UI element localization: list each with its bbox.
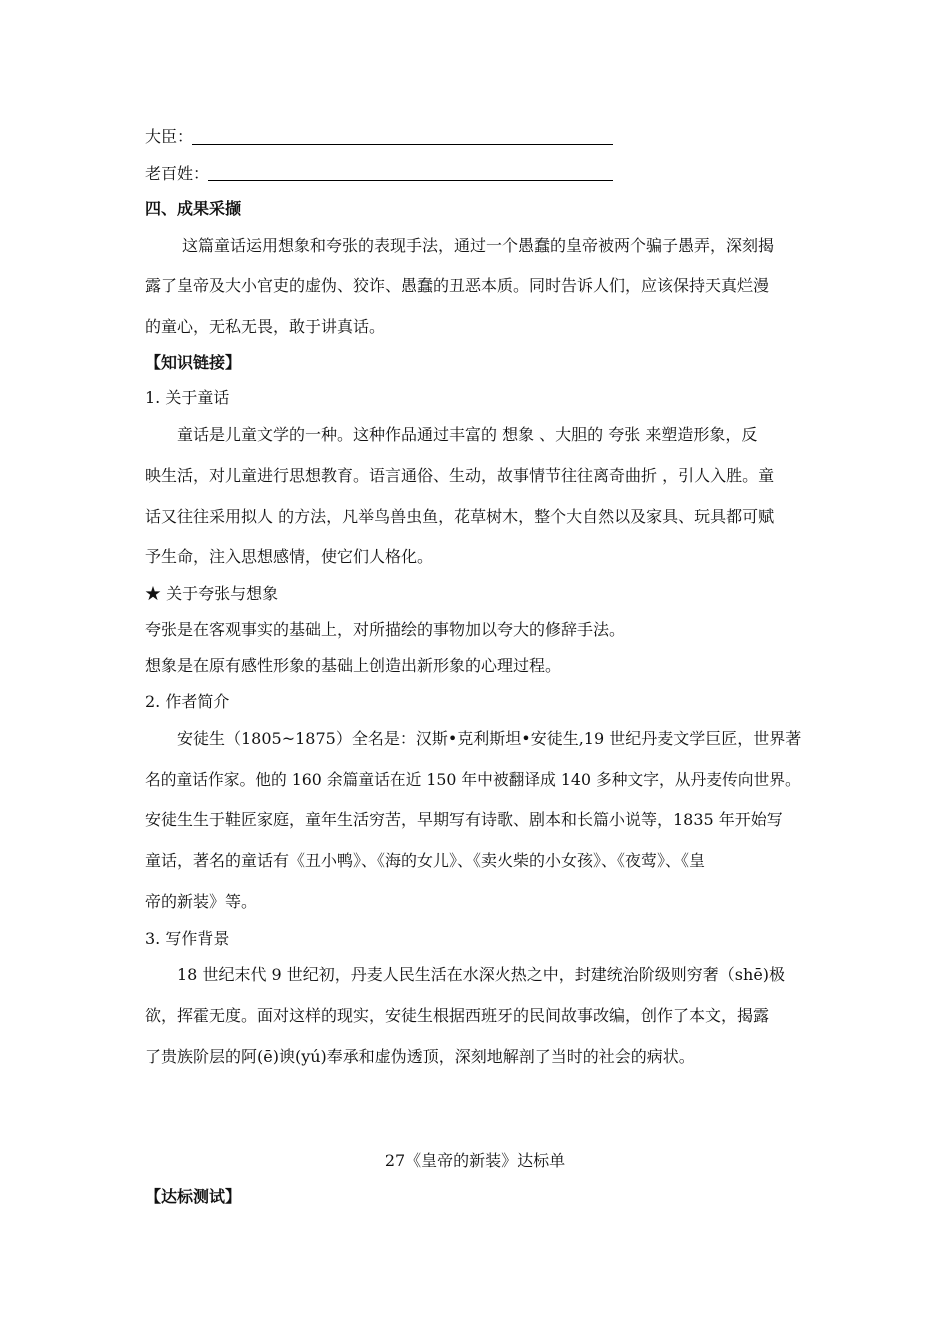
fairy-tale-line: 话又往往采用拟人 的方法，凡举鸟兽虫鱼，花草树木，整个大自然以及家具、玩具都可赋: [145, 507, 775, 526]
exaggeration-title: ★ 关于夸张与想象: [145, 584, 279, 603]
people-answer-blank[interactable]: [208, 180, 613, 181]
author-line: 童话，著名的童话有《丑小鸭》、《海的女儿》、《卖火柴的小女孩》、《夜莺》、《皇: [145, 851, 706, 870]
background-line: 欲，挥霍无度。面对这样的现实，安徒生根据西班牙的民间故事改编，创作了本文，揭露: [145, 1006, 770, 1025]
knowledge-heading: 【知识链接】: [145, 353, 242, 372]
fairy-tale-line: 予生命，注入思想感情，使它们人格化。: [145, 547, 434, 566]
background-title: 3. 写作背景: [145, 929, 230, 948]
minister-label: 大臣：: [145, 127, 194, 146]
author-line: 名的童话作家。他的 160 余篇童话在近 150 年中被翻译成 140 多种文字，从丹麦传向世界。: [145, 770, 801, 789]
fairy-tale-title: 1. 关于童话: [145, 388, 230, 407]
people-label: 老百姓：: [145, 164, 210, 183]
author-line: 安徒生生于鞋匠家庭，童年生活穷苦，早期写有诗歌、剧本和长篇小说等，1835 年开始写: [145, 810, 783, 829]
results-paragraph-line: 的童心，无私无畏，敢于讲真话。: [145, 317, 386, 336]
results-paragraph-line: 露了皇帝及大小官吏的虚伪、狡诈、愚蠢的丑恶本质。同时告诉人们，应该保持天真烂漫: [145, 276, 770, 295]
results-paragraph-line: 这篇童话运用想象和夸张的表现手法，通过一个愚蠢的皇帝被两个骗子愚弄，深刻揭: [182, 236, 775, 255]
background-line: 了贵族阶层的阿(ē)谀(yú)奉承和虚伪透顶，深刻地解剖了当时的社会的病状。: [145, 1047, 695, 1066]
test-heading: 【达标测试】: [145, 1187, 242, 1206]
author-title: 2. 作者简介: [145, 692, 230, 711]
author-line: 安徒生（1805~1875）全名是：汉斯•克利斯坦•安徒生,19 世纪丹麦文学巨匠，世界著: [177, 729, 802, 748]
exaggeration-definition: 夸张是在客观事实的基础上，对所描绘的事物加以夸大的修辞手法。: [145, 620, 626, 639]
fairy-tale-line: 映生活，对儿童进行思想教育。语言通俗、生动，故事情节往往离奇曲折 ，引人入胜。童: [145, 466, 775, 485]
checklist-title: 27《皇帝的新装》达标单: [384, 1151, 566, 1170]
author-line: 帝的新装》等。: [145, 892, 258, 911]
background-line: 18 世纪末代 9 世纪初，丹麦人民生活在水深火热之中，封建统治阶级则穷奢（shē)极: [177, 965, 786, 984]
imagination-definition: 想象是在原有感性形象的基础上创造出新形象的心理过程。: [145, 656, 562, 675]
results-heading: 四、成果采撷: [145, 199, 242, 218]
fairy-tale-line: 童话是儿童文学的一种。这种作品通过丰富的 想象 、大胆的 夸张 来塑造形象，反: [177, 425, 758, 444]
minister-answer-blank[interactable]: [192, 144, 613, 145]
